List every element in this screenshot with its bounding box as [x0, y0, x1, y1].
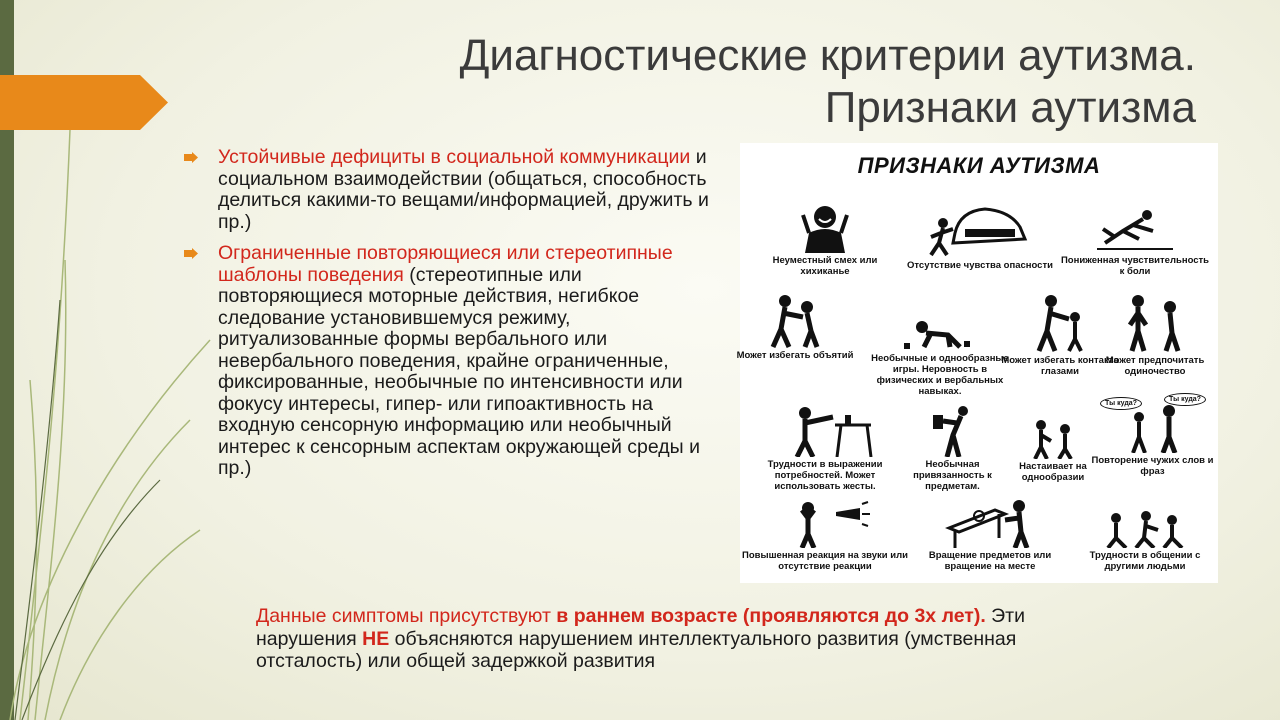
hug-avoid-icon: [755, 293, 835, 348]
sign-inappropriate-laughter: [750, 203, 900, 277]
sign-sound-reaction: [740, 500, 910, 572]
figure-holding-object-icon: [923, 405, 983, 457]
criteria-highlight: Устойчивые дефициты в социальной коммуникации: [218, 146, 691, 168]
criteria-highlight: Ограниченные повторяющиеся или стереотипные шаблоны поведения: [218, 242, 673, 286]
criteria-text: (стереотипные или повторяющиеся моторные действия, негибкое следование установившемуся режиму, ритуализованные формы вербального или невербального поведения, крайне ограниченные, фиксированные, необычные по интенсивности или фокусу интересы, гипер- или гипоактивность на входную сенсорную информацию или необычный интерес к сенсорным аспектам окружающей среды и пр.): [218, 263, 700, 479]
footer-text: Эти нарушения: [256, 605, 1026, 650]
sign-caption: Пониженная чувствительность к боли: [1060, 255, 1210, 277]
footer-text: объясняются нарушением интеллектуального развития (умственная отсталость) или общей задержкой развития: [256, 627, 1017, 672]
criteria-item: [180, 243, 710, 480]
criteria-text: и социальном взаимодействии (общаться, способность делиться какими-то вещами/информацией, дружить и пр.): [218, 146, 709, 233]
title-line-2: Признаки аутизма: [824, 83, 1196, 132]
sign-object-attachment: [890, 405, 1015, 492]
footer-emphasis: в раннем возрасте (проявляются до 3х лет).: [556, 605, 986, 627]
speech-bubble: Ты куда?: [1100, 397, 1142, 410]
sign-spinning: [920, 498, 1060, 572]
sign-caption: Может предпочитать одиночество: [1105, 355, 1205, 377]
sign-avoid-hugs: [735, 293, 855, 361]
arrow-bullet-icon: [184, 248, 198, 259]
sign-prefer-solitude: [1095, 293, 1215, 377]
sign-caption: Повторение чужих слов и фраз: [1091, 455, 1214, 477]
sign-caption: Неуместный смех или хихиканье: [772, 255, 878, 277]
sign-caption: Необычные и однообразные игры. Неровность в физических и вербальных навыках.: [871, 353, 1009, 397]
sign-caption: Может избегать контакта глазами: [1001, 355, 1119, 377]
footer-emphasis: НЕ: [362, 627, 390, 650]
sign-no-danger: [905, 203, 1055, 271]
criteria-list: [180, 147, 710, 490]
crawling-child-icon: [900, 313, 980, 351]
sign-caption: Вращение предметов или вращение на месте: [928, 550, 1052, 572]
pointing-figure-icon: [775, 405, 875, 457]
arrow-bullet-icon: [184, 152, 198, 163]
sign-communication-difficulty: [1070, 508, 1220, 572]
slide-title: [460, 30, 1196, 134]
criteria-item: [180, 147, 710, 233]
sign-caption: Настаивает на однообразии: [1019, 461, 1087, 483]
sign-echolalia: [1080, 393, 1225, 477]
adult-child-icon: [1025, 293, 1095, 353]
sign-caption: Трудности в выражении потребностей. Может использовать жесты.: [767, 459, 883, 492]
sign-caption: Отсутствие чувства опасности: [907, 260, 1053, 271]
autism-signs-infographic: [736, 143, 1218, 583]
footer-note: [256, 605, 1106, 673]
sign-caption: Необычная привязанность к предметам.: [913, 459, 992, 492]
sign-caption: Трудности в общении с другими людьми: [1089, 550, 1201, 572]
sign-low-pain-sensitivity: [1060, 203, 1210, 277]
sign-caption: Может избегать объятий: [736, 350, 854, 361]
laughing-figure-icon: [795, 203, 855, 253]
footer-text: Данные симптомы присутствуют: [256, 605, 557, 627]
spinning-objects-icon: [945, 498, 1035, 548]
title-line-1: Диагностические критерии аутизма.: [459, 31, 1196, 80]
two-figures-insist-icon: [1023, 419, 1083, 459]
infographic-title: ПРИЗНАКИ АУТИЗМА: [857, 153, 1101, 178]
sign-express-needs: [755, 405, 895, 492]
two-figures-apart-icon: [1120, 293, 1190, 353]
falling-figure-icon: [1095, 203, 1175, 253]
speech-bubble: Ты куда?: [1164, 393, 1206, 406]
sign-unusual-play: [870, 313, 1010, 397]
group-sitting-icon: [1100, 508, 1190, 548]
covering-ears-figure-icon: [780, 500, 870, 548]
sign-caption: Повышенная реакция на звуки или отсутствие реакции: [742, 550, 908, 572]
running-figure-car-icon: [925, 203, 1035, 258]
